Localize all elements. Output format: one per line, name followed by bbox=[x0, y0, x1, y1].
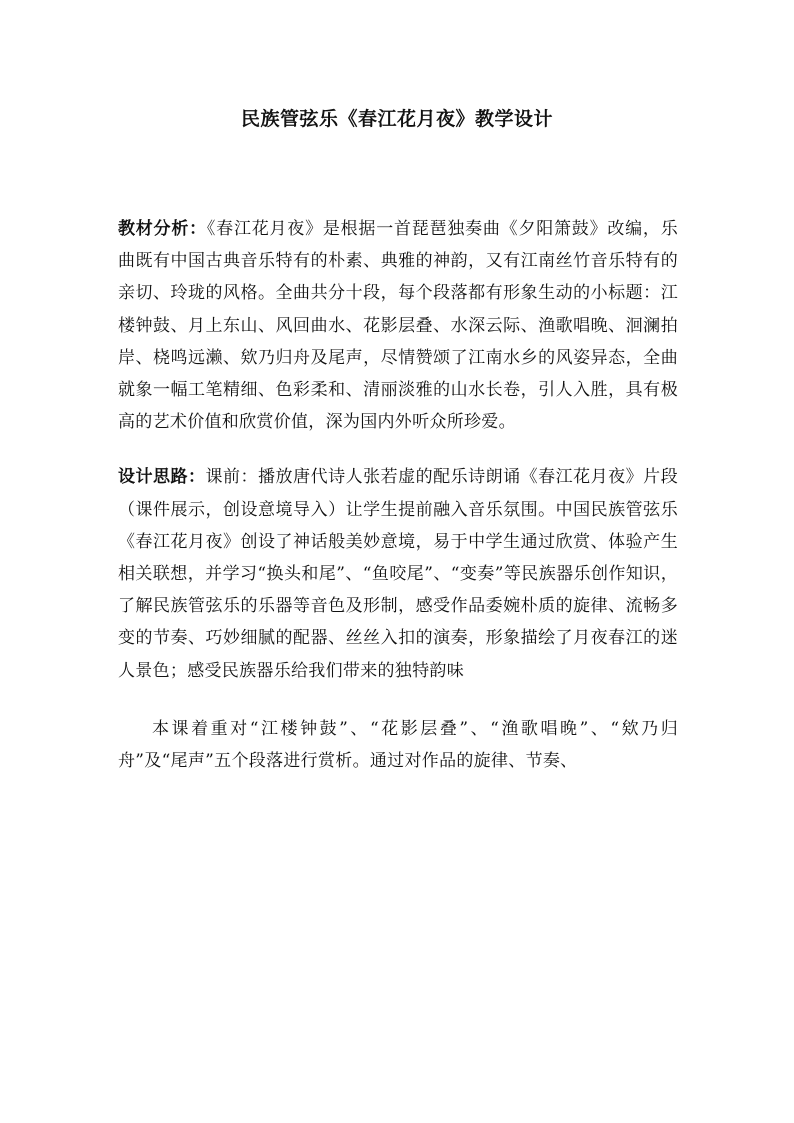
paragraph-label: 设计思路： bbox=[118, 467, 206, 488]
paragraph-label: 教材分析： bbox=[118, 219, 207, 239]
document-body bbox=[118, 213, 678, 777]
paragraph-design-idea bbox=[118, 461, 678, 686]
paragraph-material-analysis bbox=[118, 213, 678, 438]
paragraph-text: 《春江花月夜》是根据一首琵琶独奏曲《夕阳箫鼓》改编，乐曲既有中国古典音乐特有的朴素、典雅的神韵，又有江南丝竹音乐特有的亲切、玲珑的风格。全曲共分十段，每个段落都有形象生动的小标题：江楼钟鼓、月上东山、风回曲水、花影层叠、水深云际、渔歌唱晚、洄澜拍岸、桡鸣远濑、欸乃归舟及尾声，尽情赞颂了江南水乡的风姿异态，全曲就象一幅工笔精细、色彩柔和、清丽淡雅的山水长卷，引人入胜，具有极高的艺术价值和欣赏价值，深为国内外听众所珍爱。 bbox=[118, 219, 678, 433]
document-title: 民族管弦乐《春江花月夜》教学设计 bbox=[240, 108, 553, 130]
paragraph-text: 课前：播放唐代诗人张若虚的配乐诗朗诵《春江花月夜》片段（课件展示，创设意境导入）让学生提前融入音乐氛围。中国民族管弦乐《春江花月夜》创设了神话般美妙意境，易于中学生通过欣赏、体验产生相关联想，并学习“换头和尾”、“鱼咬尾”、“变奏”等民族器乐创作知识，了解民族管弦乐的乐器等音色及形制，感受作品委婉朴质的旋律、流畅多变的节奏、巧妙细腻的配器、丝丝入扣的演奏，形象描绘了月夜春江的迷人景色；感受民族器乐给我们带来的独特韵味 bbox=[118, 467, 678, 681]
paragraph-lesson-focus bbox=[118, 713, 678, 777]
paragraph-text: 本课着重对“江楼钟鼓”、“花影层叠”、“渔歌唱晚”、“欸乃归舟”及“尾声”五个段落进行赏析。通过对作品的旋律、节奏、 bbox=[118, 718, 678, 772]
